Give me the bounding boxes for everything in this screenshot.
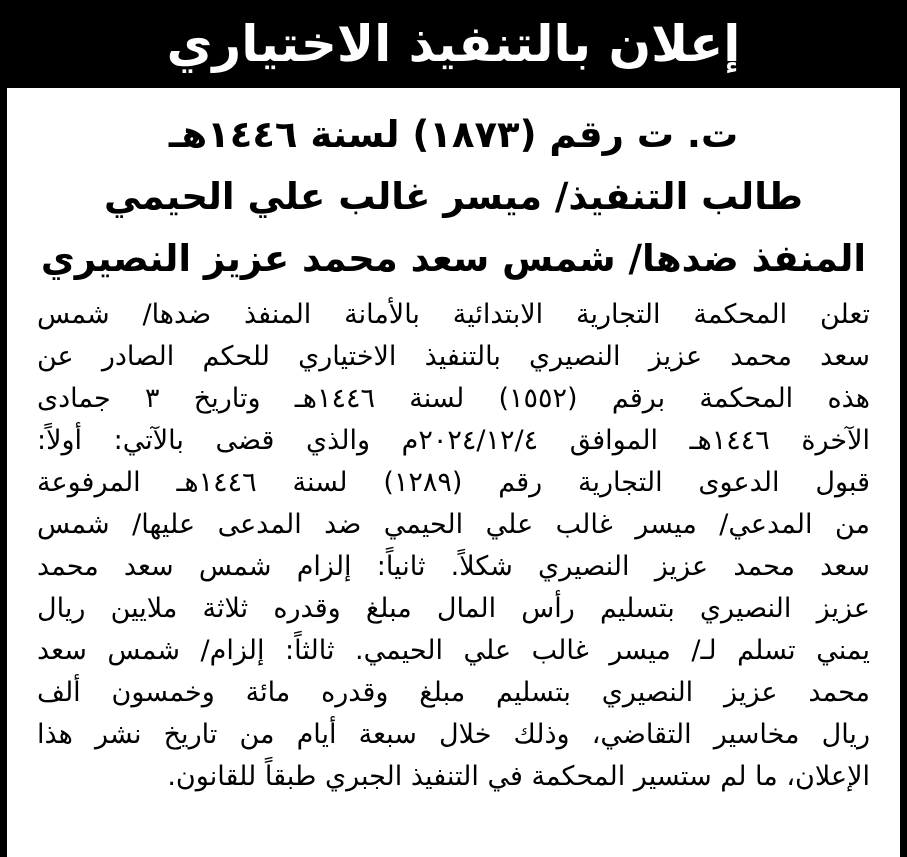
notice-title: إعلان بالتنفيذ الاختياري: [166, 15, 741, 73]
claimant-headline: طالب التنفيذ/ ميسر غالب علي الحيمي: [104, 175, 803, 218]
body-line: سعد محمد عزيز النصيري بالتنفيذ الاختياري للحكم الصادر عن: [37, 341, 870, 372]
body-line: عزيز النصيري بتسليم رأس المال مبلغ وقدره ثلاثة ملايين ريال: [37, 593, 870, 624]
body-line: قبول الدعوى التجارية رقم (١٢٨٩) لسنة ١٤٤٦هـ المرفوعة: [37, 467, 870, 498]
case-number-headline: ت. ت رقم (١٨٧٣) لسنة ١٤٤٦هـ: [168, 113, 739, 156]
respondent-headline: المنفذ ضدها/ شمس سعد محمد عزيز النصيري: [40, 237, 867, 280]
body-line: تعلن المحكمة التجارية الابتدائية بالأمانة المنفذ ضدها/ شمس: [37, 299, 870, 330]
notice-body: [37, 294, 870, 798]
headlines: [7, 104, 900, 290]
body-line: سعد محمد عزيز النصيري شكلاً. ثانياً: إلزام شمس سعد محمد: [37, 551, 870, 582]
body-line: الإعلان، ما لم ستسير المحكمة في التنفيذ الجبري طبقاً للقانون.: [167, 761, 870, 792]
body-line: من المدعي/ ميسر غالب علي الحيمي ضد المدعى عليها/ شمس: [37, 509, 870, 540]
body-line: الآخرة ١٤٤٦هـ الموافق ٢٠٢٤/١٢/٤م والذي قضى بالآتي: أولاً:: [37, 425, 870, 456]
body-line: يمني تسلم لـ/ ميسر غالب علي الحيمي. ثالثاً: إلزام/ شمس سعد: [37, 635, 870, 666]
body-line: هذه المحكمة برقم (١٥٥٢) لسنة ١٤٤٦هـ وتاريخ ٣ جمادى: [37, 383, 871, 414]
body-line: محمد عزيز النصيري بتسليم مبلغ وقدره مائة وخمسون ألف: [37, 677, 870, 708]
header-bar: [7, 0, 900, 88]
body-line: ريال مخاسير التقاضي، وذلك خلال سبعة أيام من تاريخ نشر هذا: [37, 719, 870, 750]
